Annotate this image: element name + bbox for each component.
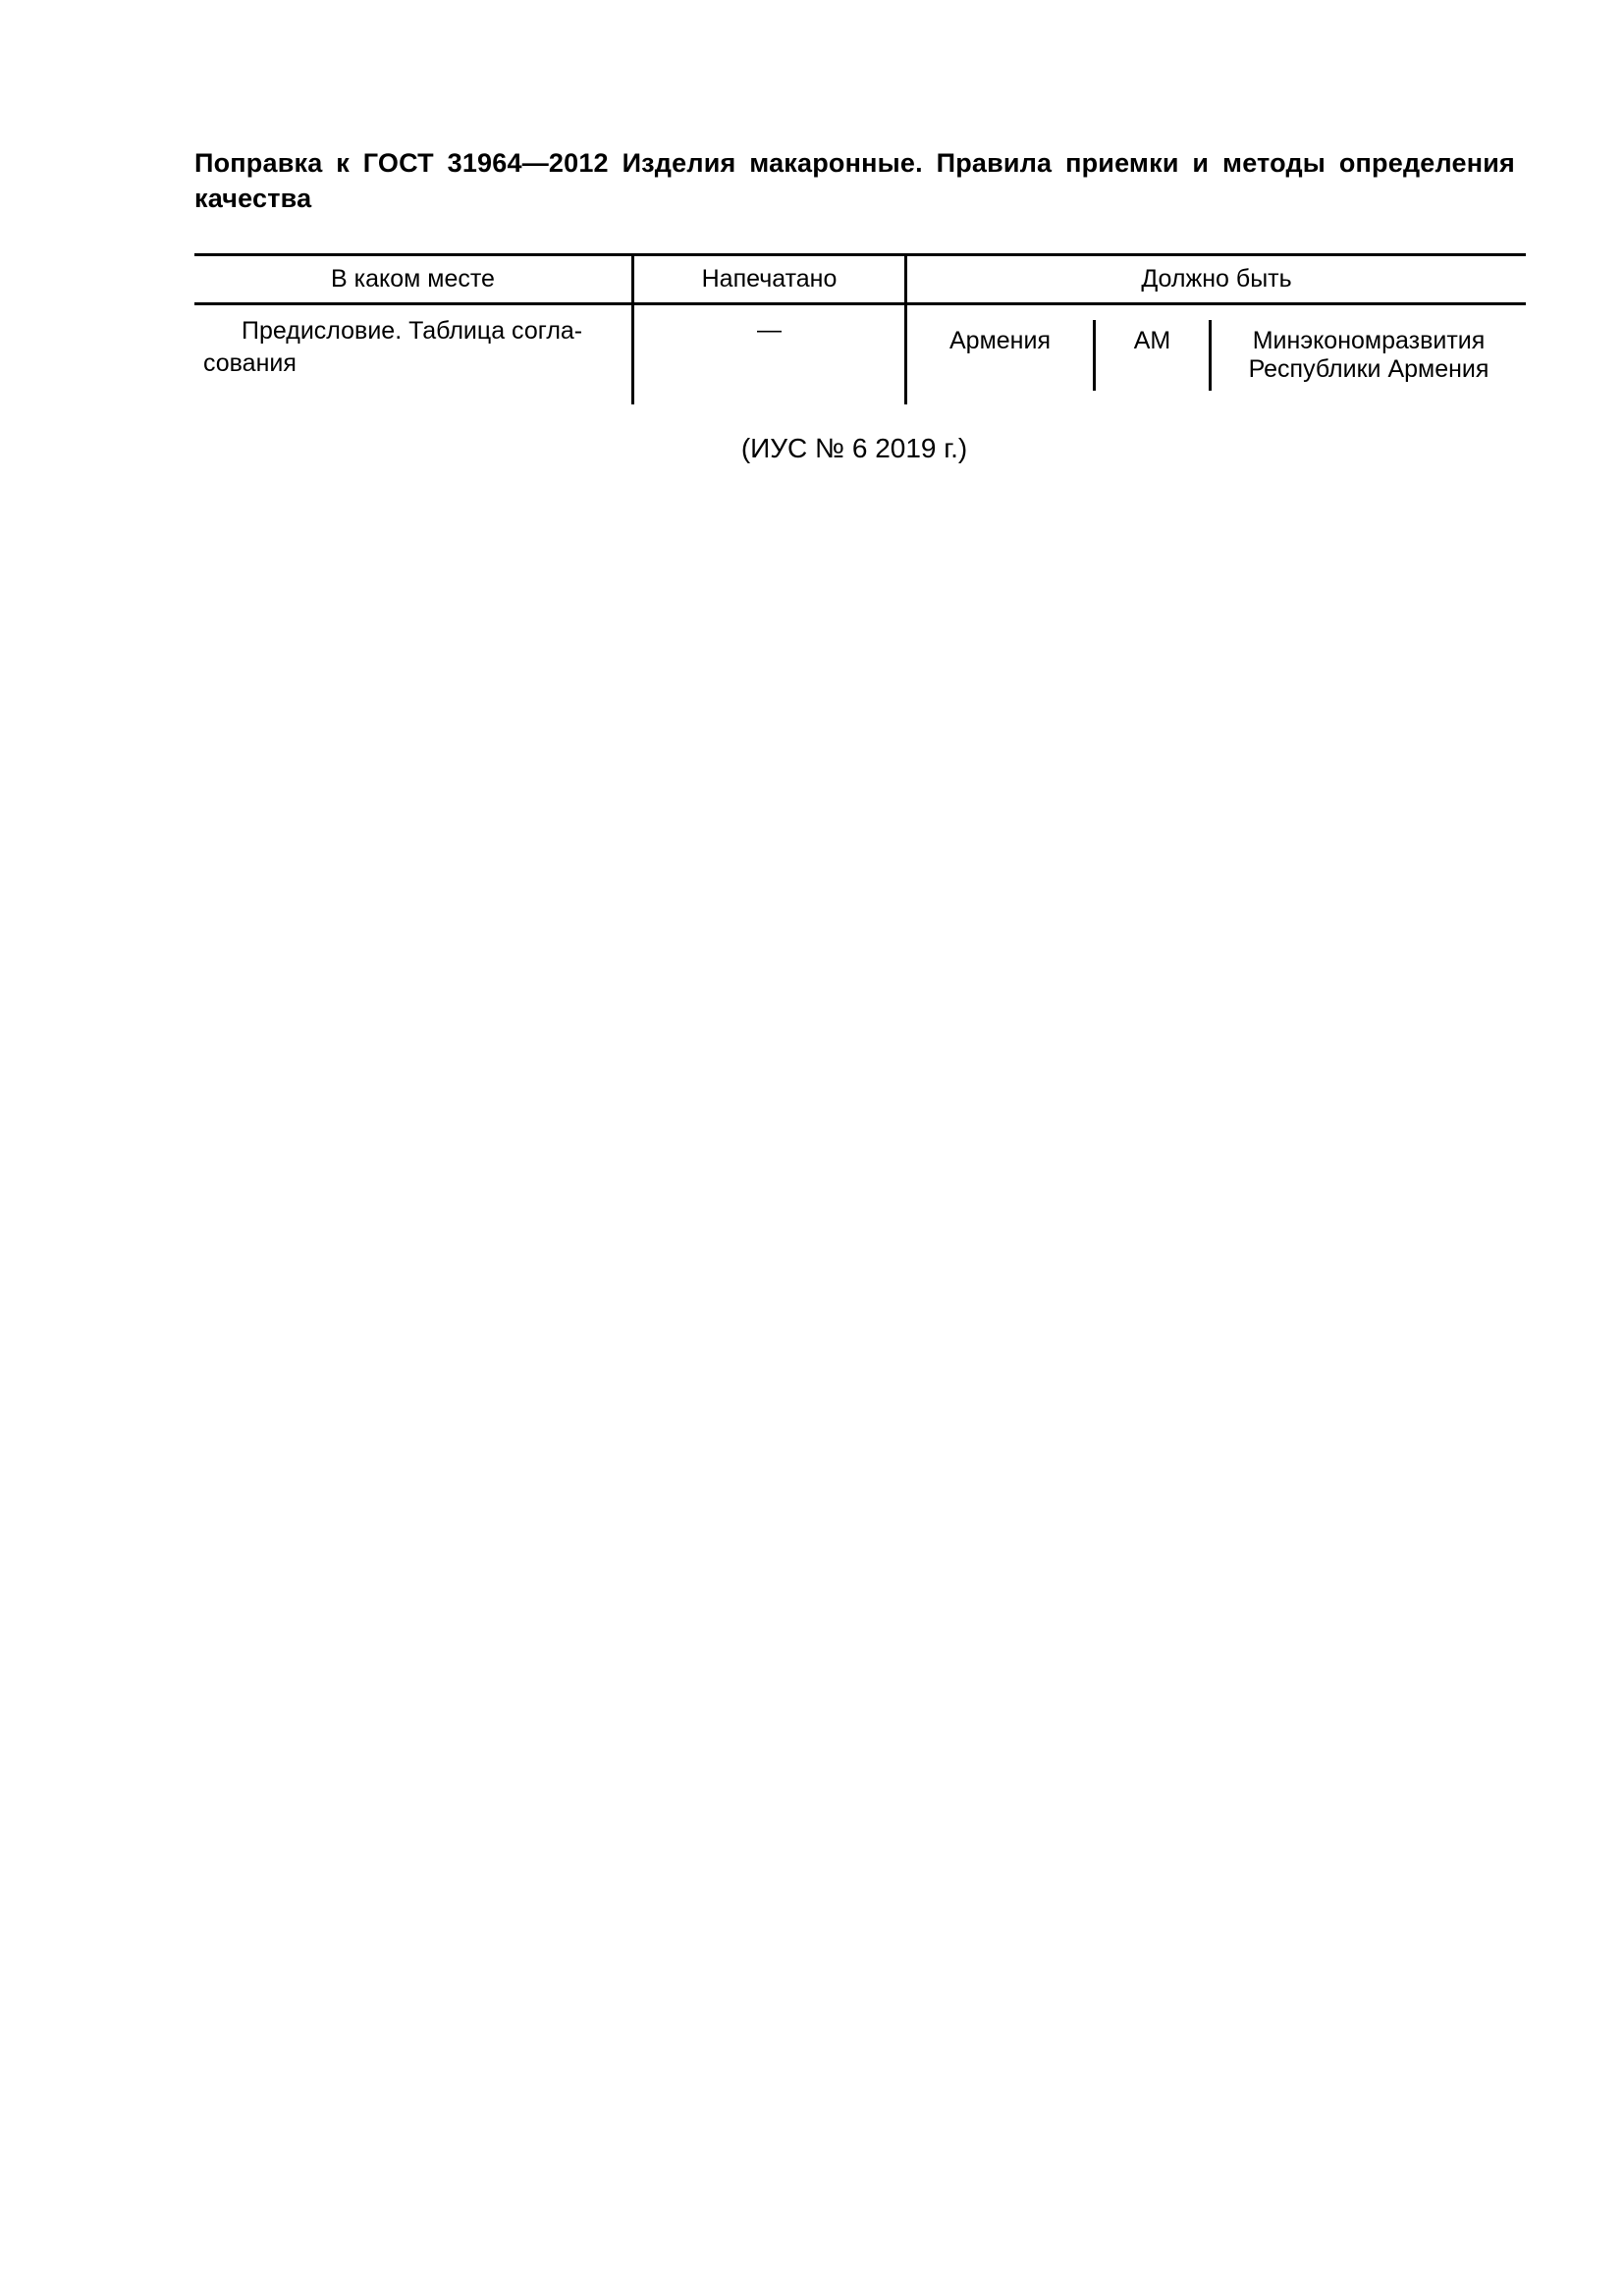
- row-where-line2: сования: [203, 349, 297, 377]
- row-org-line2: Республики Армения: [1248, 355, 1489, 383]
- header-where: В каком месте: [331, 265, 495, 293]
- row-printed: —: [757, 316, 782, 344]
- table-header-rule: [194, 302, 1526, 305]
- row-code: AM: [1133, 327, 1171, 354]
- document-title: Поправка к ГОСТ 31964—2012 Изделия макаронные. Правила приемки и методы определения качества: [194, 148, 1515, 213]
- table-top-rule: [194, 253, 1526, 256]
- row-where-line1: Предисловие. Таблица согла-: [242, 317, 583, 345]
- row-country: Армения: [949, 327, 1051, 354]
- row-org-line1: Минэкономразвития: [1252, 327, 1486, 354]
- document-footer: (ИУС № 6 2019 г.): [740, 433, 968, 463]
- header-printed: Напечатано: [701, 265, 838, 293]
- header-should-be: Должно быть: [1141, 265, 1292, 293]
